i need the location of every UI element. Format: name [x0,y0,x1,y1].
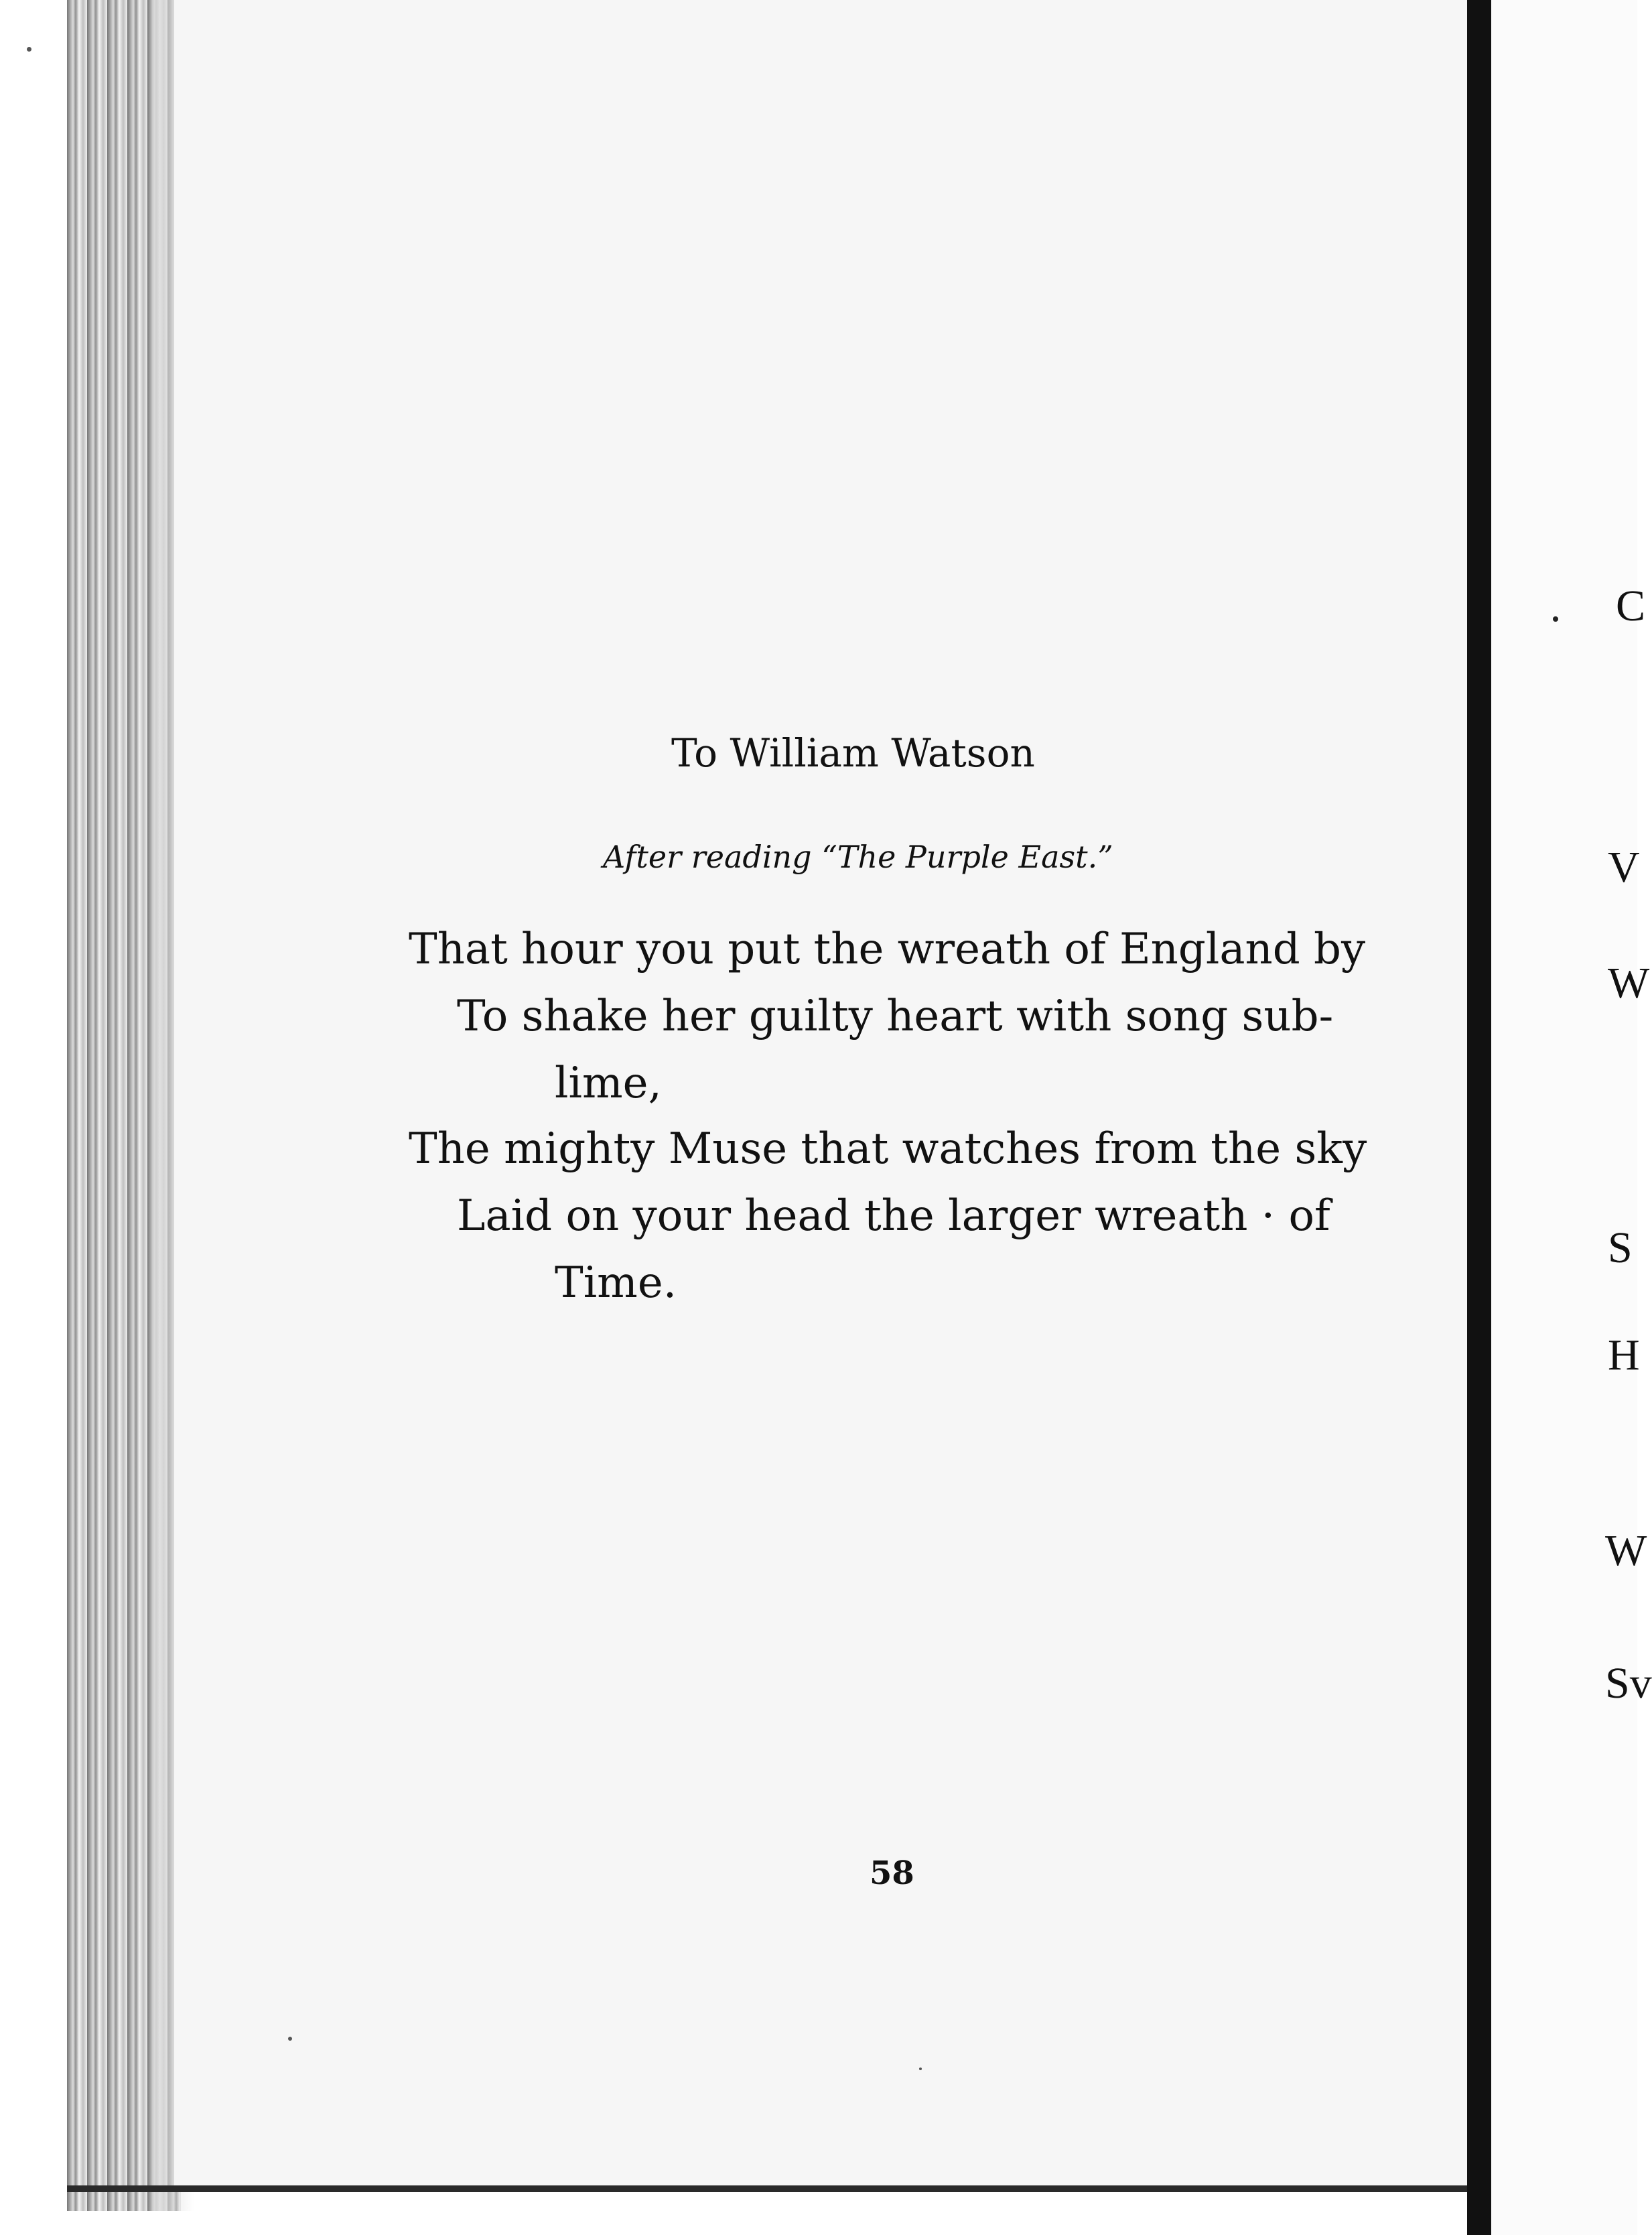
scan-speck [919,2068,922,2070]
page-sheet [174,0,1467,2187]
facing-page-letter: V [1608,843,1640,892]
poem-line: To shake her guilty heart with song sub- [457,992,1334,1041]
poem-subtitle: After reading “The Purple East.” [603,839,1113,875]
scan-speck [288,2037,292,2041]
facing-page-dot [1553,616,1558,622]
poem-line: Time. [555,1258,677,1308]
book-gutter [1467,0,1491,2235]
facing-page-letter: Sv [1605,1659,1652,1708]
poem-line: Laid on your head the larger wreath · of [457,1191,1330,1241]
poem-title: To William Watson [671,730,1035,776]
facing-page-letter: W [1608,959,1650,1008]
facing-page-letter: W [1605,1526,1647,1575]
page-number: 58 [870,1854,914,1892]
poem-line: lime, [555,1059,662,1108]
facing-page-letter: S [1608,1223,1633,1272]
poem-line: The mighty Muse that watches from the sky [409,1124,1367,1174]
poem-line: That hour you put the wreath of England by [409,925,1366,974]
facing-page-letter: H [1608,1331,1640,1379]
facing-page-letter: C [1616,582,1646,630]
page-bottom-edge [67,2185,1487,2192]
facing-page [1491,0,1637,2235]
scan-speck [27,47,31,52]
